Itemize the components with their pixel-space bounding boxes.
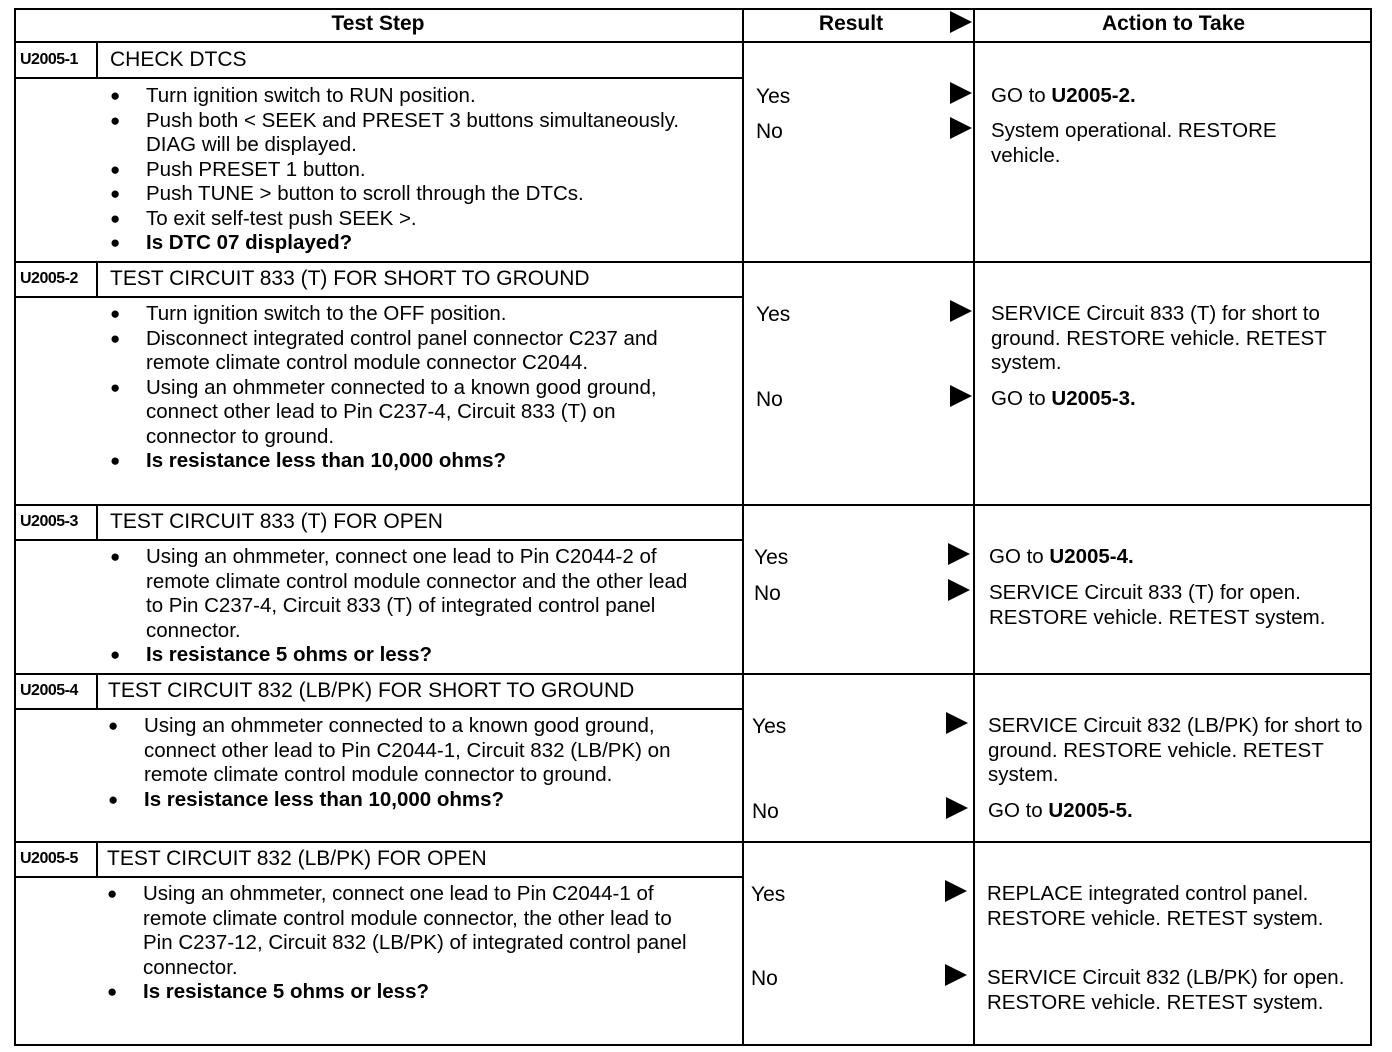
bullet: ● Turn ignition switch to the OFF position. [110, 302, 710, 327]
yes-arrow-icon [945, 880, 967, 902]
step-bullets [110, 84, 710, 256]
step-id: U2005-5 [20, 850, 78, 867]
result-yes: Yes [754, 546, 789, 569]
col-divider-result [742, 8, 744, 1046]
step-title-divider [14, 77, 742, 79]
step-title-divider [14, 296, 742, 298]
header-divider [14, 41, 1372, 43]
action-yes: GO to U2005-4. [989, 545, 1134, 568]
step-bullets [110, 545, 710, 668]
step-title: TEST CIRCUIT 833 (T) FOR SHORT TO GROUND [110, 267, 590, 290]
step-title-divider [14, 708, 742, 710]
action-yes: GO to U2005-2. [991, 84, 1136, 107]
header-result: Result [818, 12, 884, 35]
step-divider [14, 841, 1372, 843]
step-question: ● Is DTC 07 displayed? [110, 231, 710, 256]
step-id-divider [96, 504, 98, 541]
step-id-divider [96, 673, 98, 710]
action-yes: REPLACE integrated control panel. RESTORE vehicle. RETEST system. [987, 882, 1324, 930]
action-yes: SERVICE Circuit 832 (LB/PK) for short to ground. RESTORE vehicle. RETEST system. [988, 714, 1363, 786]
yes-arrow-icon [948, 543, 970, 565]
bullet: ● Using an ohmmeter, connect one lead to Pin C2044-2 of remote climate control module connector and the other lead to Pin C237-4, Circuit 833 (T) of integrated control panel connector. [110, 545, 710, 643]
bullet: ● Using an ohmmeter, connect one lead to Pin C2044-1 of remote climate control module connector, the other lead to Pin C237-12, Circuit 832 (LB/PK) of integrated control panel connector. [107, 882, 707, 980]
result-yes: Yes [756, 85, 791, 108]
step-id-divider [96, 841, 98, 878]
header-test-step: Test Step [331, 12, 425, 35]
action-no: GO to U2005-5. [988, 799, 1133, 822]
step-id: U2005-4 [20, 682, 78, 699]
step-title-divider [14, 539, 742, 541]
result-no: No [751, 967, 778, 990]
step-bullets [108, 714, 708, 812]
result-yes: Yes [756, 303, 791, 326]
step-question: ● Is resistance less than 10,000 ohms? [108, 788, 708, 813]
step-title: TEST CIRCUIT 832 (LB/PK) FOR OPEN [107, 847, 487, 870]
no-arrow-icon [950, 117, 972, 139]
no-arrow-icon [945, 964, 967, 986]
bullet: ● Turn ignition switch to RUN position. [110, 84, 710, 109]
col-divider-action [973, 8, 975, 1046]
step-id: U2005-2 [20, 270, 78, 287]
step-title: CHECK DTCS [110, 48, 247, 71]
bullet: ● Using an ohmmeter connected to a known good ground, connect other lead to Pin C237-4, Circuit 833 (T) on connector to ground. [110, 376, 710, 450]
step-title: TEST CIRCUIT 833 (T) FOR OPEN [110, 510, 443, 533]
header-action: Action to Take [1101, 12, 1246, 35]
step-divider [14, 261, 1372, 263]
step-title-divider [14, 876, 742, 878]
step-id-divider [96, 41, 98, 79]
step-id: U2005-1 [20, 51, 78, 68]
action-yes: SERVICE Circuit 833 (T) for short to ground. RESTORE vehicle. RETEST system. [991, 302, 1327, 374]
result-yes: Yes [751, 883, 786, 906]
yes-arrow-icon [950, 82, 972, 104]
result-yes: Yes [752, 715, 787, 738]
step-question: ● Is resistance 5 ohms or less? [107, 980, 707, 1005]
no-arrow-icon [948, 579, 970, 601]
header-arrow-icon [950, 11, 972, 33]
step-divider [14, 673, 1372, 675]
no-arrow-icon [946, 797, 968, 819]
no-arrow-icon [950, 385, 972, 407]
yes-arrow-icon [946, 712, 968, 734]
step-id: U2005-3 [20, 513, 78, 530]
step-divider [14, 504, 1372, 506]
bullet: ● Push PRESET 1 button. [110, 158, 710, 183]
result-no: No [754, 582, 781, 605]
step-question: ● Is resistance 5 ohms or less? [110, 643, 710, 668]
bullet: ● To exit self-test push SEEK >. [110, 207, 710, 232]
result-no: No [756, 388, 783, 411]
action-no: SERVICE Circuit 833 (T) for open. RESTORE vehicle. RETEST system. [989, 581, 1326, 629]
bullet: ● Using an ohmmeter connected to a known good ground, connect other lead to Pin C2044-1, Circuit 832 (LB/PK) on remote climate control module connector to ground. [108, 714, 708, 788]
bullet: ● Disconnect integrated control panel connector C237 and remote climate control module connector C2044. [110, 327, 710, 376]
result-no: No [752, 800, 779, 823]
action-no: GO to U2005-3. [991, 387, 1136, 410]
result-no: No [756, 120, 783, 143]
yes-arrow-icon [950, 300, 972, 322]
action-no: SERVICE Circuit 832 (LB/PK) for open. RESTORE vehicle. RETEST system. [987, 966, 1345, 1014]
step-title: TEST CIRCUIT 832 (LB/PK) FOR SHORT TO GROUND [108, 679, 635, 702]
action-no: System operational. RESTORE vehicle. [991, 119, 1277, 167]
bullet: ● Push both < SEEK and PRESET 3 buttons simultaneously. DIAG will be displayed. [110, 109, 710, 158]
step-bullets [107, 882, 707, 1005]
step-bullets [110, 302, 710, 474]
step-question: ● Is resistance less than 10,000 ohms? [110, 449, 710, 474]
bullet: ● Push TUNE > button to scroll through the DTCs. [110, 182, 710, 207]
step-id-divider [96, 261, 98, 298]
